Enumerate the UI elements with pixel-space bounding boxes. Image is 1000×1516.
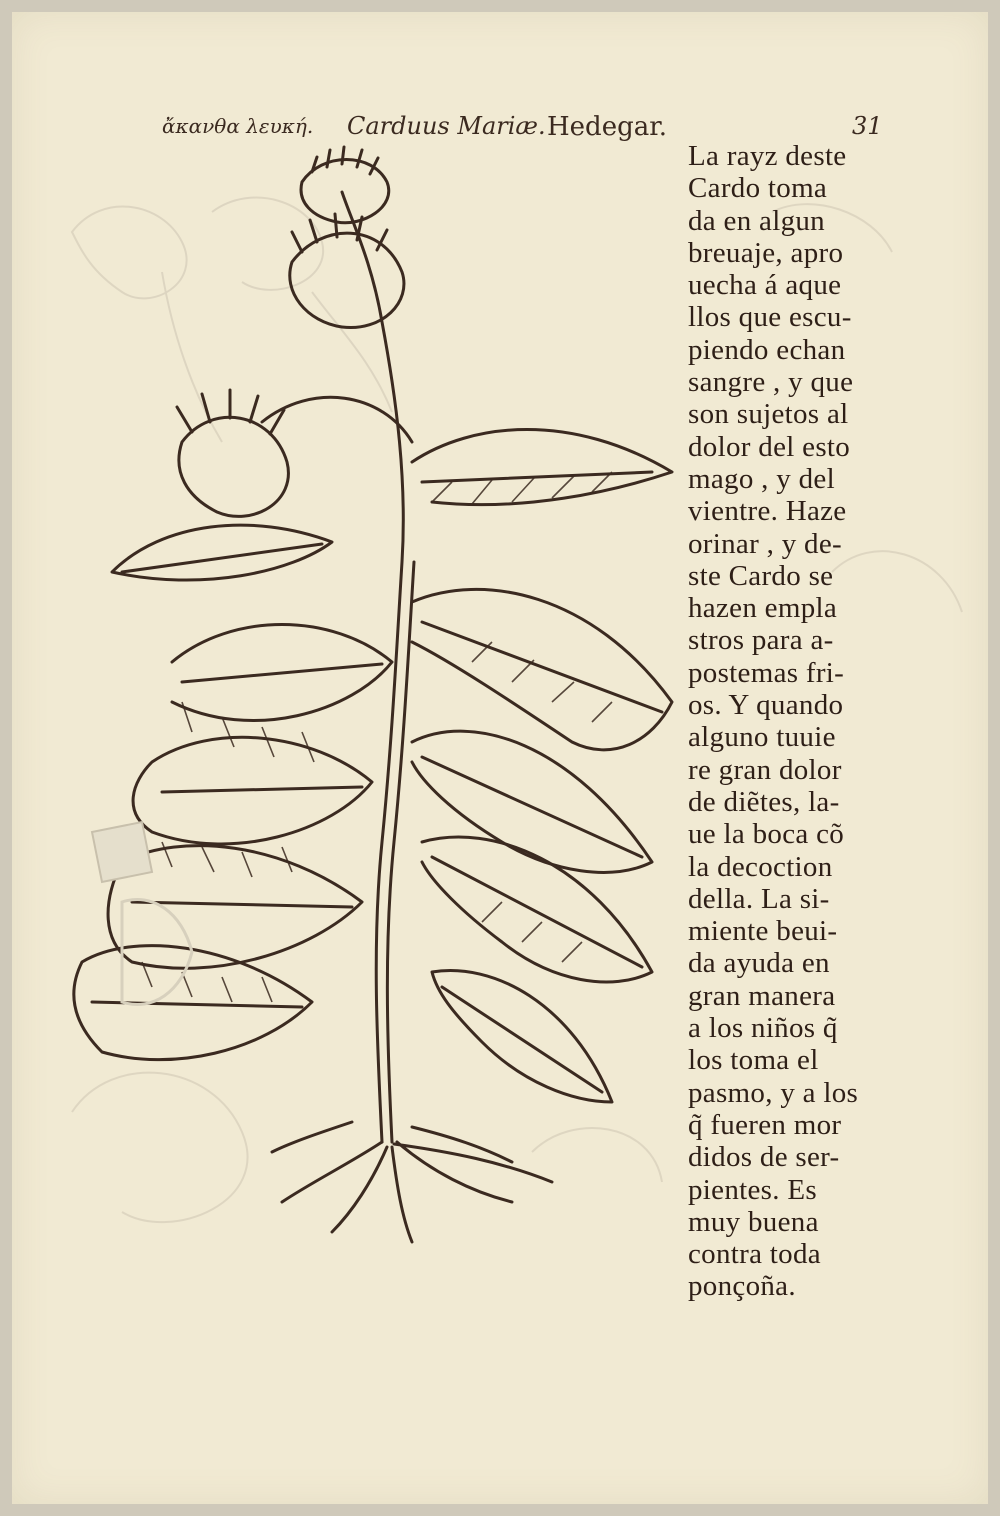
page-number: 31 xyxy=(852,112,883,140)
book-page xyxy=(12,12,988,1504)
text-line: dolor del esto xyxy=(688,430,851,463)
text-line: gran manera xyxy=(688,979,836,1012)
text-line: alguno tuuie xyxy=(688,721,836,754)
text-line: sangre , y que xyxy=(688,366,854,399)
text-line: son sujetos al xyxy=(688,398,849,431)
text-line: della. La si- xyxy=(688,882,830,915)
text-line: re gran dolor xyxy=(688,753,842,786)
text-line: pasmo, y a los xyxy=(688,1076,859,1109)
latin-name: Carduus Mariæ. xyxy=(347,112,546,140)
text-line: vientre. Haze xyxy=(688,495,847,528)
text-line: muy buena xyxy=(688,1205,819,1238)
text-line: os. Y quando xyxy=(688,689,844,722)
text-line: contra toda xyxy=(688,1238,821,1271)
text-line: mago , y del xyxy=(688,462,835,495)
text-line: pientes. Es xyxy=(688,1173,817,1206)
text-line: ue la boca cõ xyxy=(688,818,845,851)
text-line: uecha á aque xyxy=(688,269,842,302)
text-line: didos de ser- xyxy=(688,1141,840,1174)
text-line: postemas fri- xyxy=(688,656,845,689)
scan-watermark-icon xyxy=(82,812,212,1062)
text-line: orinar , y de- xyxy=(688,527,842,560)
text-line: breuaje, apro xyxy=(688,236,844,269)
thistle-woodcut-icon xyxy=(52,142,692,1262)
text-line: ste Cardo se xyxy=(688,559,834,592)
german-name: Hedegar. xyxy=(547,112,668,142)
text-line: ponçoña. xyxy=(688,1270,796,1303)
text-line: los toma el xyxy=(688,1044,819,1077)
greek-name: ἄκανθα λευκή. xyxy=(162,114,314,138)
text-line: Cardo toma xyxy=(688,172,828,205)
text-line: hazen empla xyxy=(688,592,838,625)
text-line: miente beui- xyxy=(688,915,838,948)
text-line: llos que escu- xyxy=(688,301,852,334)
text-line: La rayz deste xyxy=(688,140,847,172)
text-line: la decoction xyxy=(688,850,833,883)
text-line: stros para a- xyxy=(688,624,834,657)
text-column xyxy=(688,140,898,1303)
text-line: da en algun xyxy=(688,204,825,237)
text-line: a los niños q̃ xyxy=(688,1012,838,1045)
text-line: piendo echan xyxy=(688,333,846,366)
text-line: q̃ fueren mor xyxy=(688,1108,842,1141)
text-line: da ayuda en xyxy=(688,947,830,980)
text-line: de diẽtes, la- xyxy=(688,785,840,818)
